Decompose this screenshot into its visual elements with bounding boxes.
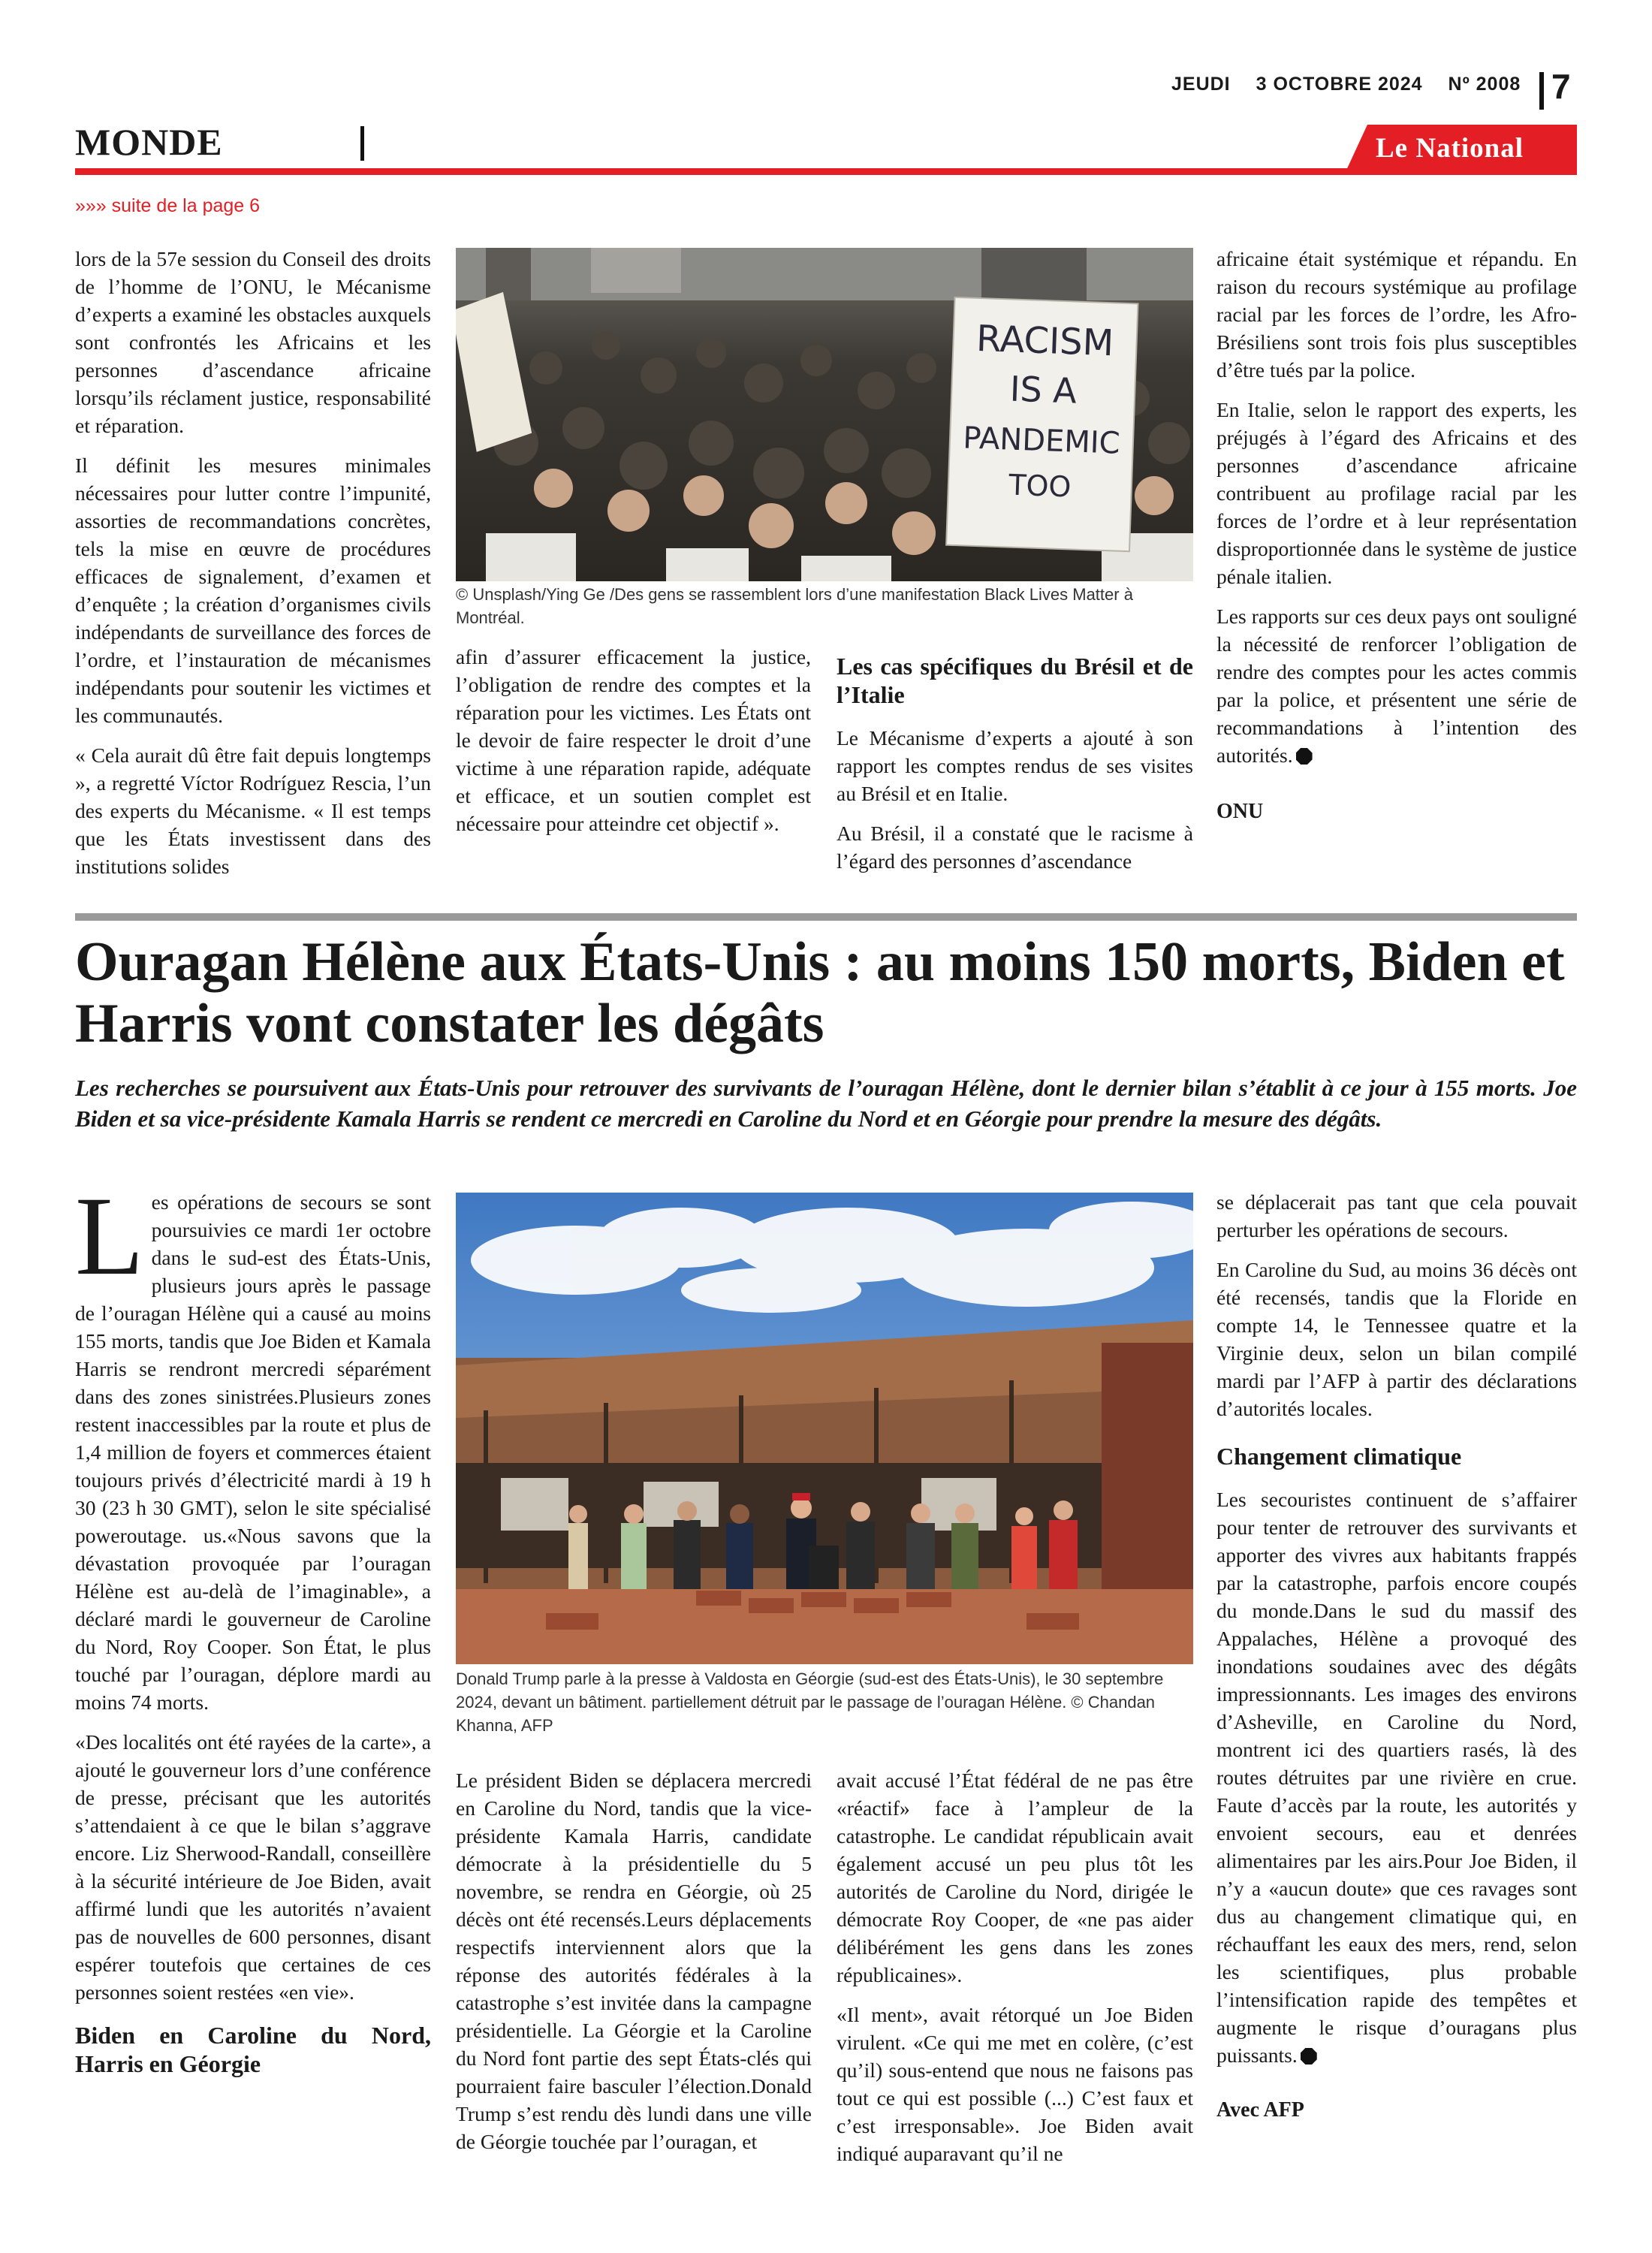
top-article-col3 bbox=[837, 649, 1193, 887]
paragraph-with-dropcap bbox=[75, 1174, 431, 1716]
paragraph: africaine était systémique et répandu. En raison du recours systémique au profilage racial par les forces de l’ordre, les Afro-Brésiliens sont trois fois plus susceptibles d’être tués par la police. bbox=[1216, 247, 1577, 382]
top-article-col4 bbox=[1216, 245, 1577, 837]
paragraph: Au Brésil, il a constaté que le racisme à l’égard des personnes d’ascendance bbox=[837, 822, 1193, 873]
paragraph: lors de la 57e session du Conseil des droits de l’homme de l’ONU, le Mécanisme d’experts a examiné les obstacles auxquels sont confrontés les Africains et les personnes d’ascendance africaine lorsqu’ils réclament justice, responsabilité et réparation. bbox=[75, 247, 431, 437]
paragraph: Il définit les mesures minimales nécessaires pour lutter contre l’impunité, assorties de recommandations concrètes, tels la mise en œuvre de procédures efficaces de signalement, d’examen et d’enquête ; la création d’organismes civils indépendants de surveillance des forces de l’ordre, et l’instauration de mécanismes indépendants pour soutenir les victimes et les communautés. bbox=[75, 454, 431, 727]
sign-line: PANDEMIC bbox=[962, 421, 1121, 461]
issue-day: JEUDI bbox=[1171, 74, 1231, 95]
paragraph: Le président Biden se déplacera mercredi en Caroline du Nord, tandis que la vice-présidente Kamala Harris, candidate démocrate à la présidentielle du 5 novembre, se rendra en Géorgie, où 25 décès ont été recensés.Leurs déplacements respectifs interviennent alors que la réponse des autorités fédérales à la catastrophe s’est invitée dans la campagne présidentielle. La Géorgie et la Caroline du Nord font partie des sept États-clés qui pourraient faire basculer l’élection.Donald Trump s’est rendu dès lundi dans une ville de Géorgie touchée par l’ouragan, et bbox=[456, 1769, 812, 2153]
issue-number: Nº 2008 bbox=[1448, 74, 1521, 95]
paragraph: «Il ment», avait rétorqué un Joe Biden virulent. «Ce qui me met en colère, (c’est qu’il) sous-entend que nous ne faisons pas tout ce qui est possible (...) C’est faux et c’est irresponsable». Joe Biden avait indiqué auparavant qu’il ne bbox=[837, 2003, 1193, 2165]
issue-dateline bbox=[1171, 74, 1540, 95]
main-article-col3 bbox=[837, 1766, 1193, 2179]
paragraph-with-end-mark bbox=[1216, 602, 1577, 769]
section-title: MONDE bbox=[75, 121, 223, 163]
hurricane-photo-illustration bbox=[456, 1193, 1193, 1664]
top-article-signature: ONU bbox=[1216, 800, 1264, 823]
page-number: 7 bbox=[1551, 67, 1571, 106]
issue-date: 3 OCTOBRE 2024 bbox=[1256, 74, 1423, 95]
paragraph: Les rapports sur ces deux pays ont souligné la nécessité de renforcer l’obligation de rendre des comptes pour les actes commis par la police, et présentent une série de recommandations à l’intention des autorités. bbox=[1216, 605, 1577, 767]
paragraph: « Cela aurait dû être fait depuis longtemps », a regretté Víctor Rodríguez Rescia, l’un des experts du Mécanisme. « Il est temps que les États investissent dans des institutions solides bbox=[75, 743, 431, 878]
paragraph: es opérations de secours se sont poursuivies ce mardi 1er octobre dans le sud-est des États-Unis, plusieurs jours après le passage de l’ouragan Hélène qui a causé au moins 155 morts, tandis que Joe Biden et Kamala Harris se rendront mercredi séparément dans des zones sinistrées.Plusieurs zones restent inaccessibles par la route et plus de 1,4 million de foyers et commerces étaient toujours privés d’électricité mardi à 19 h 30 (23 h 30 GMT), selon le site spécialisé poweroutage. us.«Nous savons que la dévastation provoquée par l’ouragan Hélène est au-delà de l’imaginable», a déclaré mardi le gouverneur de Caroline du Nord, Roy Cooper. Son État, le plus touché par l’ouragan, déplore mardi au moins 74 morts. bbox=[75, 1190, 431, 1714]
hurricane-photo-caption: Donald Trump parle à la presse à Valdosta en Géorgie (sud-est des États-Unis), le 30 septembre 2024, devant un bâtiment. partiellement détruit par le passage de l’ouragan Hélène. © Chandan Khanna, AFP bbox=[456, 1669, 1164, 1735]
page-number-divider bbox=[1539, 72, 1544, 110]
main-article-col4 bbox=[1216, 1188, 1577, 2136]
paragraph: «Des localités ont été rayées de la carte», a ajouté le gouverneur lors d’une conférence de presse, précisant que les autorités s’attendaient à ce que le bilan s’aggrave encore. Liz Sherwood-Randall, conseillère à la sécurité intérieure de Joe Biden, avait affirmé lundi que les autorités n’avaient pas de nouvelles de 600 personnes, disant espérer toutefois que certaines de ces personnes soient restées «en vie». bbox=[75, 1730, 431, 2004]
paragraph: En Italie, selon le rapport des experts, les préjugés à l’égard des Africains et des personnes d’ascendance africaine contribuent au profilage racial par les forces de l’ordre et à leur représentation disproportionnée dans le système de justice pénale italien. bbox=[1216, 398, 1577, 588]
drop-cap: L bbox=[75, 1174, 144, 1298]
subhead-changement-climatique: Changement climatique bbox=[1216, 1443, 1462, 1470]
sign-line: IS A bbox=[1009, 368, 1078, 412]
article-divider bbox=[75, 913, 1577, 921]
continued-from-note: »»» suite de la page 6 bbox=[75, 195, 261, 216]
paragraph: se déplacerait pas tant que cela pouvait perturber les opérations de secours. bbox=[1216, 1190, 1577, 1241]
protest-photo bbox=[456, 248, 1193, 581]
protest-photo-caption: © Unsplash/Ying Ge /Des gens se rassemblent lors d’une manifestation Black Lives Matter à Montréal. bbox=[456, 585, 1133, 627]
subhead-bresil-italie: Les cas spécifiques du Brésil et de l’Italie bbox=[837, 653, 1193, 708]
main-article-signature: Avec AFP bbox=[1216, 2098, 1304, 2122]
hurricane-photo bbox=[456, 1193, 1193, 1664]
paragraph: Les secouristes continuent de s’affairer pour tenter de retrouver des survivants et apporter des vivres aux habitants frappés par la catastrophe, parfois encore coupés du monde.Dans le sud du massif des Appalaches, Hélène a provoqué des inondations soudaines avec des dégâts impressionnants. Les images des environs d’Asheville, en Caroline du Nord, montrent ici des quartiers rasés, là des routes détruites par une rivière en crue. Faute d’accès par la route, les autorités y envoient secours, eau et denrées alimentaires par les airs.Pour Joe Biden, il n’y a «aucun doute» que ces ravages sont dus au changement climatique qui, en réchauffant les eaux des mers, rend, selon les scientifiques, plus probable l’intensification rapide des tempêtes et augmente le risque d’ouragans plus puissants. bbox=[1216, 1488, 1577, 2067]
paragraph-with-end-mark bbox=[1216, 1485, 1577, 2069]
main-lede: Les recherches se poursuivent aux États-Unis pour retrouver des survivants de l’ouragan Hélène, dont le dernier bilan s’établit à ce jour à 155 morts. Joe Biden et sa vice-présidente Kamala Harris se rendent ce mercredi en Caroline du Nord et en Géorgie pour prendre la mesure des dégâts. bbox=[75, 1075, 1577, 1132]
protest-photo-illustration bbox=[456, 248, 1193, 581]
sign-line: TOO bbox=[1008, 468, 1072, 504]
main-headline: Ouragan Hélène aux États-Unis : au moins 150 morts, Biden et Harris vont constater les dégâts bbox=[75, 931, 1565, 1054]
sign-line: RACISM bbox=[975, 317, 1115, 365]
paragraph: afin d’assurer efficacement la justice, l’obligation de rendre des comptes et la réparation pour les victimes. Les États ont le devoir de faire respecter le droit d’une victime à une réparation rapide, adéquate et efficace, et un soutien complet est nécessaire pour atteindre cet objectif ». bbox=[456, 645, 811, 835]
main-article-col1 bbox=[75, 1174, 431, 2093]
section-divider bbox=[360, 126, 364, 161]
top-article-col2 bbox=[456, 643, 811, 849]
end-of-article-icon bbox=[1296, 748, 1313, 765]
paragraph: En Caroline du Sud, au moins 36 décès ont été recensés, tandis que la Floride en compte 14, le Tennessee quatre et la Virginie deux, selon un bilan compilé mardi par l’AFP à partir des déclarations d’autorités locales. bbox=[1216, 1258, 1577, 1420]
end-of-article-icon bbox=[1301, 2048, 1317, 2064]
paragraph: Le Mécanisme d’experts a ajouté à son rapport les comptes rendus de ses visites au Brésil et en Italie. bbox=[837, 726, 1193, 805]
paragraph: avait accusé l’État fédéral de ne pas être «réactif» face à l’ampleur de la catastrophe. Le candidat républicain avait également accusé un peu plus tôt les autorités de Caroline du Nord, dirigée le démocrate Roy Cooper, de «ne pas aider délibérément les gens dans les zones républicaines». bbox=[837, 1769, 1193, 1986]
main-article-col2 bbox=[456, 1766, 812, 2167]
brand-name: Le National bbox=[1376, 133, 1524, 164]
top-article-col1 bbox=[75, 245, 431, 892]
subhead-biden-harris: Biden en Caroline du Nord, Harris en Géorgie bbox=[75, 2022, 431, 2077]
